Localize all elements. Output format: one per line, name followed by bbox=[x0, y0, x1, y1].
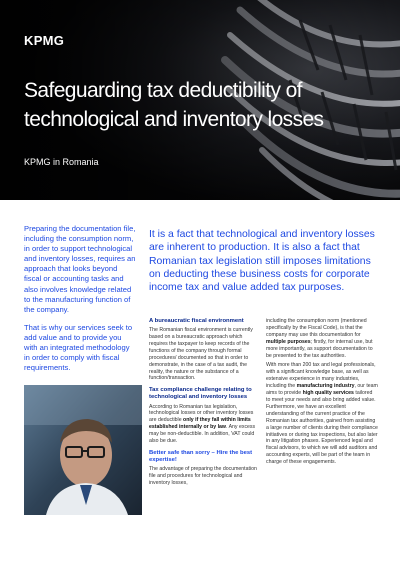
section-paragraph-expertise: The advantage of preparing the documentation file and procedures for technological and inventory losses, bbox=[149, 466, 257, 486]
section-heading-expertise: Better safe than sorry – Hire the best expertise! bbox=[149, 449, 253, 464]
article-column-middle bbox=[149, 318, 259, 490]
hero-banner bbox=[0, 0, 400, 200]
emphasis-limits: only if they fall within limits established internally or by law bbox=[149, 417, 251, 431]
section-paragraph-bureaucratic: The Romanian fiscal environment is currently based on a bureaucratic approach which requires the taxpayer to keep records of the functions of the company through formal procedures/ documented so that in order to demonstrate, in the case of a tax audit, the reality, the nature or the substance of a function/transaction. bbox=[149, 327, 253, 382]
kpmg-logo: KPMG bbox=[24, 33, 65, 48]
page-title: Safeguarding tax deductibility of technological and inventory losses bbox=[24, 79, 324, 131]
section-heading-bureaucratic: A bureaucratic fiscal environment bbox=[149, 318, 244, 324]
emphasis-multiple-purposes: multiple purposes bbox=[266, 338, 311, 345]
section-heading-compliance: Tax compliance challenge relating to technological and inventory losses bbox=[149, 387, 252, 401]
article-column-right bbox=[266, 318, 378, 469]
services-paragraph: That is why our services seek to add value and to provide you with an integrated methodology in order to comply with fiscal requirements. bbox=[24, 323, 133, 373]
section-paragraph-compliance: According to Romanian tax legislation, technological losses or other inventory losses are deductible only if they fall within limits established internally or by law. Any excess may be non-deductible. In addition, VAT could also be due. bbox=[149, 403, 256, 445]
paragraph-team: With more than 200 tax and legal professionals, with a significant knowledge base, as well as extensive experience in many industries, including the manufacturing industry, our team aims to provide high quality services tailored to meet your needs and also bring added value. Furthermore, we have an excellent understanding of the current practice of the Romanian tax authorities, gained from assisting a large number of clients during their compliance initiatives or during tax inspections, but also later in any litigation phases. Experienced legal and fiscal advisors, to which we will add auditors and accounting experts, will be part of the team in charge of these engagements. bbox=[266, 362, 378, 466]
intro-paragraph: Preparing the documentation file, including the consumption norm, in order to support technological and inventory losses, requires an approach that looks beyond fiscal or accounting tasks and also involves knowledge related to the manufacturing function of the company. bbox=[24, 224, 136, 314]
page-subtitle: KPMG in Romania bbox=[24, 157, 99, 167]
lead-statement: It is a fact that technological and inventory losses are inherent to production. It is also a fact that Romanian tax legislation still imposes limitations on deducting these business costs for corporate income tax and value added tax purposes. bbox=[149, 229, 375, 294]
paragraph-consumption-norm: including the consumption norm (mentioned specifically by the Fiscal Code), is that the company may use this documentation for multiple purposes; firstly, for internal use, but more importantly, as support documentation to be presented to the tax authorities. bbox=[266, 318, 373, 359]
person-with-glasses-photo bbox=[24, 385, 142, 515]
emphasis-manufacturing: manufacturing industry bbox=[296, 383, 355, 390]
emphasis-quality: high quality services bbox=[302, 390, 354, 397]
